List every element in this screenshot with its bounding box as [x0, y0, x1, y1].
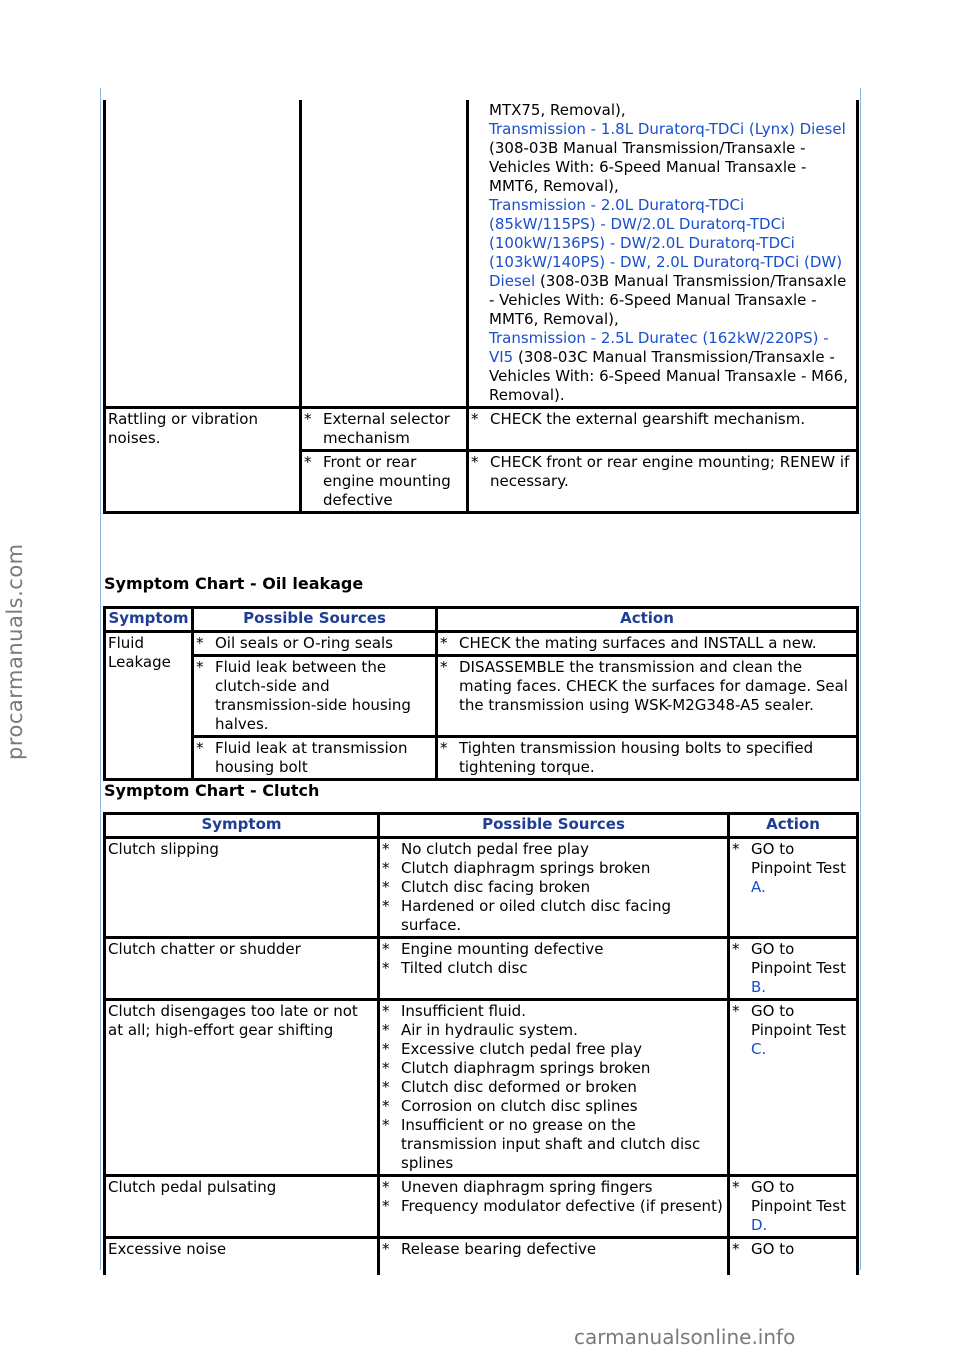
source-cell: * Fluid leak at transmission housing bolt [193, 737, 437, 780]
action-cell: * CHECK the external gearshift mechanism. [468, 408, 858, 451]
continued-symptom-table [103, 100, 859, 514]
action-cell: * DISASSEMBLE the transmission and clean the mating faces. CHECK the surfaces for damage. Seal the transmission using WSK-M2G348-A5 sealer. [437, 656, 858, 737]
symptom-cell: Clutch chatter or shudder [105, 938, 379, 1000]
source-cell: * Insufficient fluid. * Air in hydraulic system. * Excessive clutch pedal free play * Clutch diaphragm springs broken * Clutch disc deformed or broken * Corrosion on clutch disc splines * Insufficient or no grease on the transmission input shaft and clutch disc splines [379, 1000, 729, 1176]
table-row [105, 838, 858, 938]
symptom-cell: Fluid Leakage [105, 632, 193, 780]
header-symptom: Symptom [105, 814, 379, 838]
section-title-clutch: Symptom Chart - Clutch [104, 781, 320, 800]
watermark-bottom: carmanualsonline.info [574, 1325, 796, 1349]
oil-leakage-table [103, 606, 859, 781]
procedure-link-25l[interactable]: Transmission - 2.5L Duratec (162kW/220PS) - VI5 [489, 329, 829, 366]
page-border-right [860, 88, 861, 1270]
header-possible-sources: Possible Sources [193, 608, 437, 632]
source-cell: * Engine mounting defective * Tilted clutch disc [379, 938, 729, 1000]
header-possible-sources: Possible Sources [379, 814, 729, 838]
header-action: Action [437, 608, 858, 632]
action-cell: * GO to Pinpoint Test C. [729, 1000, 858, 1176]
section-title-oil-leakage: Symptom Chart - Oil leakage [104, 574, 364, 593]
header-action: Action [729, 814, 858, 838]
procedure-link-20l[interactable]: Transmission - 2.0L Duratorq-TDCi (85kW/115PS) - DW/2.0L Duratorq-TDCi (100kW/136PS) - DW/2.0L Duratorq-TDCi (103kW/140PS) - DW, 2.0L Duratorq-TDCi (DW) Diesel [489, 196, 843, 290]
action-cell: * GO to Pinpoint Test B. [729, 938, 858, 1000]
action-text: MTX75, Removal), [489, 101, 626, 119]
source-cell: * Oil seals or O-ring seals [193, 632, 437, 656]
table-row [105, 1176, 858, 1238]
table-row [105, 938, 858, 1000]
table-header-row [105, 608, 858, 632]
table-row [105, 408, 858, 451]
table-header-row [105, 814, 858, 838]
pinpoint-test-c-link[interactable]: C. [751, 1040, 767, 1058]
header-symptom: Symptom [105, 608, 193, 632]
watermark-side: procarmanuals.com [3, 543, 27, 760]
action-cell: * GO to [729, 1238, 858, 1276]
action-cell: * GO to Pinpoint Test A. [729, 838, 858, 938]
pinpoint-test-b-link[interactable]: B. [751, 978, 767, 996]
pinpoint-test-d-link[interactable]: D. [751, 1216, 768, 1234]
table-row [105, 632, 858, 656]
symptom-cell: Clutch pedal pulsating [105, 1176, 379, 1238]
action-cell: * GO to Pinpoint Test D. [729, 1176, 858, 1238]
symptom-cell: Clutch disengages too late or not at all; high-effort gear shifting [105, 1000, 379, 1176]
symptom-cell: Clutch slipping [105, 838, 379, 938]
procedure-link-18l[interactable]: Transmission - 1.8L Duratorq-TDCi (Lynx) Diesel [489, 120, 846, 138]
source-cell: * Release bearing defective [379, 1238, 729, 1276]
symptom-cell: Excessive noise [105, 1238, 379, 1276]
symptom-cell: Rattling or vibration noises. [105, 408, 301, 513]
table-row [105, 656, 858, 737]
action-cell: * Tighten transmission housing bolts to specified tightening torque. [437, 737, 858, 780]
action-cell: * CHECK the mating surfaces and INSTALL a new. [437, 632, 858, 656]
pinpoint-test-a-link[interactable]: A. [751, 878, 766, 896]
table-row [105, 100, 858, 408]
source-cell: * Front or rear engine mounting defective [301, 451, 468, 513]
table-row [105, 1238, 858, 1276]
source-cell: * Uneven diaphragm spring fingers * Frequency modulator defective (if present) [379, 1176, 729, 1238]
action-text: (308-03C Manual Transmission/Transaxle - Vehicles With: 6-Speed Manual Transaxle - M66, Removal). [489, 348, 848, 404]
source-cell: * External selector mechanism [301, 408, 468, 451]
source-cell: * Fluid leak between the clutch-side and transmission-side housing halves. [193, 656, 437, 737]
table-row [105, 1000, 858, 1176]
table-row [105, 737, 858, 780]
action-cell: * CHECK front or rear engine mounting; RENEW if necessary. [468, 451, 858, 513]
page-border-left [100, 88, 101, 1270]
action-text: (308-03B Manual Transmission/Transaxle - Vehicles With: 6-Speed Manual Transaxle - MMT6, Removal), [489, 272, 847, 328]
clutch-table [103, 812, 859, 1275]
action-text: (308-03B Manual Transmission/Transaxle - Vehicles With: 6-Speed Manual Transaxle - MMT6, Removal), [489, 139, 807, 195]
source-cell: * No clutch pedal free play * Clutch diaphragm springs broken * Clutch disc facing broken * Hardened or oiled clutch disc facing surface. [379, 838, 729, 938]
action-cell [468, 100, 858, 408]
